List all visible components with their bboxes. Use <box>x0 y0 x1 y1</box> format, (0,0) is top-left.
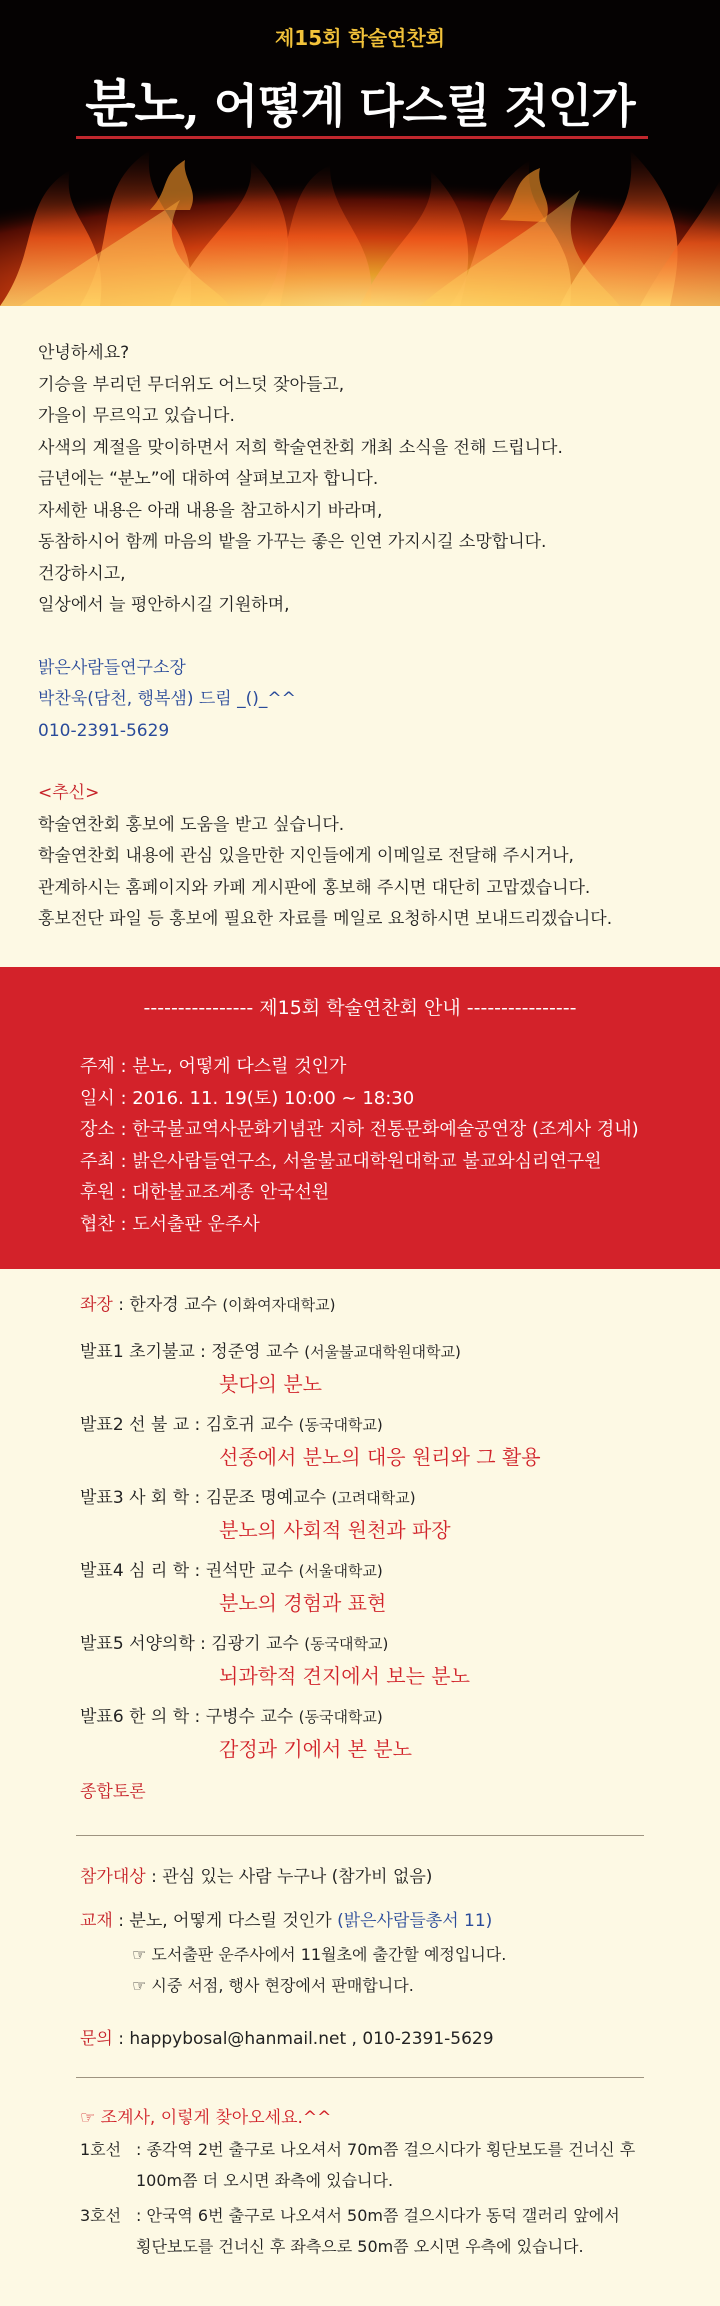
talk-speaker: 김문조 명예교수 <box>205 1488 332 1508</box>
postscript-line: 홍보전단 파일 등 홍보에 필요한 자료를 메일로 요청하시면 보내드리겠습니다. <box>38 909 613 929</box>
talk-row <box>80 1629 388 1654</box>
header-banner <box>0 0 720 306</box>
contact-row <box>80 2024 494 2049</box>
event-info-list <box>80 1051 639 1240</box>
talk-label: 발표4 심 리 학 : <box>80 1561 206 1581</box>
event-info-heading: ---------------- 제15회 학술연찬회 안내 ---------------- <box>143 997 577 1019</box>
title-underline <box>76 136 648 139</box>
event-sponsor: 후원 : 대한불교조계종 안국선원 <box>80 1182 330 1203</box>
event-title-rest: , 어떻게 다스릴 것인가 <box>183 79 635 133</box>
talk-row <box>80 1702 383 1727</box>
event-date: 일시 : 2016. 11. 19(토) 10:00 ~ 18:30 <box>80 1087 415 1109</box>
chair-label: 좌장 <box>80 1295 113 1315</box>
textbook-text: : 분노, 어떻게 다스릴 것인가 <box>112 1911 338 1931</box>
event-title-strong: 분노 <box>85 75 184 135</box>
talk-row <box>80 1337 461 1362</box>
chair-affiliation: (이화여자대학교) <box>222 1296 336 1314</box>
textbook-label: 교재 <box>80 1911 113 1931</box>
intro-line: 자세한 내용은 아래 내용을 참고하시기 바라며, <box>38 500 383 521</box>
event-cosponsor: 협찬 : 도서출판 운주사 <box>80 1213 260 1235</box>
talk-row <box>80 1556 383 1581</box>
talk-label: 발표1 초기불교 : <box>80 1342 212 1362</box>
talk-label: 발표6 한 의 학 : <box>80 1707 206 1727</box>
divider <box>76 2077 644 2078</box>
talk-label: 발표5 서양의학 : <box>80 1634 212 1654</box>
intro-line: 사색의 계절을 맞이하면서 저희 학술연찬회 개최 소식을 전해 드립니다. <box>38 437 563 458</box>
talk-affiliation: (서울불교대학원대학교) <box>304 1343 461 1361</box>
directions-heading: ☞ 조계사, 이렇게 찾아오세요.^^ <box>80 2108 332 2128</box>
directions-line3 <box>80 2200 620 2262</box>
talk-affiliation: (동국대학교) <box>298 1416 383 1434</box>
talk-title: 분노의 사회적 원천과 파장 <box>219 1518 451 1542</box>
target-row <box>80 1862 432 1887</box>
intro-line: 일상에서 늘 평안하시길 기원하며, <box>38 595 290 615</box>
intro-line: 안녕하세요? <box>38 343 130 363</box>
textbook-note: ☞ 시중 서점, 행사 현장에서 판매합니다. <box>132 1976 414 1995</box>
signature-name: 박찬욱(담천, 행복샘) 드림 _()_^^ <box>38 689 296 709</box>
contact-text[interactable]: : happybosal@hanmail.net , 010-2391-5629 <box>112 2029 494 2049</box>
directions-line1 <box>80 2134 635 2196</box>
event-title <box>0 62 720 137</box>
line3-label: 3호선 <box>80 2206 122 2225</box>
talk-speaker: 김광기 교수 <box>211 1634 305 1654</box>
event-host: 주최 : 밝은사람들연구소, 서울불교대학원대학교 불교와심리연구원 <box>80 1150 602 1172</box>
chair-row <box>80 1290 335 1315</box>
contact-label: 문의 <box>80 2029 113 2049</box>
textbook-series: (밝은사람들총서 11) <box>337 1911 493 1931</box>
line1-text-cont: 100m쯤 더 오시면 좌측에 있습니다. <box>136 2171 394 2190</box>
talk-row <box>80 1410 383 1435</box>
talk-speaker: 김호귀 교수 <box>205 1415 299 1435</box>
talk-title: 붓다의 분노 <box>219 1372 322 1396</box>
target-text: : 관심 있는 사람 누구나 (참가비 없음) <box>145 1867 433 1887</box>
talk-label: 발표3 사 회 학 : <box>80 1488 206 1508</box>
talk-title: 분노의 경험과 표현 <box>219 1591 387 1615</box>
talk-label: 발표2 선 불 교 : <box>80 1415 206 1435</box>
talk-speaker: 권석만 교수 <box>205 1561 299 1581</box>
divider <box>76 1835 644 1836</box>
event-info-band <box>0 967 720 1269</box>
talk-affiliation: (고려대학교) <box>331 1489 416 1507</box>
intro-line: 동참하시어 함께 마음의 밭을 가꾸는 좋은 인연 가지시길 소망합니다. <box>38 532 547 552</box>
signature-org: 밝은사람들연구소장 <box>38 657 186 678</box>
talk-title: 뇌과학적 견지에서 보는 분노 <box>219 1664 470 1688</box>
line1-label: 1호선 <box>80 2140 122 2159</box>
line3-text-cont: 횡단보도를 건너신 후 좌측으로 50m쯤 오시면 우측에 있습니다. <box>136 2237 584 2256</box>
talk-speaker: 정준영 교수 <box>211 1342 305 1362</box>
talk-affiliation: (동국대학교) <box>298 1708 383 1726</box>
talk-title: 감정과 기에서 본 분노 <box>219 1737 412 1761</box>
textbook-row <box>80 1906 492 1931</box>
intro-line: 건강하시고, <box>38 563 126 584</box>
intro-line: 가을이 무르익고 있습니다. <box>38 406 235 426</box>
postscript-line: 관계하시는 홈페이지와 카페 게시판에 홍보해 주시면 대단히 고맙겠습니다. <box>38 877 591 898</box>
intro-letter <box>38 338 688 936</box>
closing-discussion: 종합토론 <box>80 1782 146 1802</box>
event-topic: 주제 : 분노, 어떻게 다스릴 것인가 <box>80 1056 347 1077</box>
textbook-note: ☞ 도서출판 운주사에서 11월초에 출간할 예정입니다. <box>132 1945 507 1964</box>
signature-phone[interactable]: 010-2391-5629 <box>38 720 170 741</box>
target-label: 참가대상 <box>80 1867 146 1887</box>
talk-speaker: 구병수 교수 <box>205 1707 299 1727</box>
event-venue: 장소 : 한국불교역사문화기념관 지하 전통문화예술공연장 (조계사 경내) <box>80 1119 639 1140</box>
line3-text: : 안국역 6번 출구로 나오셔서 50m쯤 걸으시다가 동덕 갤러리 앞에서 <box>136 2206 620 2225</box>
event-subtitle: 제15회 학술연찬회 <box>274 26 446 50</box>
intro-line: 금년에는 “분노”에 대하여 살펴보고자 합니다. <box>38 469 379 489</box>
talk-affiliation: (서울대학교) <box>298 1562 383 1580</box>
talk-affiliation: (동국대학교) <box>304 1635 389 1653</box>
intro-line: 기승을 부리던 무더위도 어느덧 잦아들고, <box>38 374 345 395</box>
postscript-line: 학술연찬회 내용에 관심 있을만한 지인들에게 이메일로 전달해 주시거나, <box>38 846 574 866</box>
talk-row <box>80 1483 416 1508</box>
postscript-label: <추신> <box>38 783 100 803</box>
postscript-line: 학술연찬회 홍보에 도움을 받고 싶습니다. <box>38 814 345 835</box>
line1-text: : 종각역 2번 출구로 나오셔서 70m쯤 걸으시다가 횡단보도를 건너신 후 <box>136 2140 636 2159</box>
talk-title: 선종에서 분노의 대응 원리와 그 활용 <box>219 1445 541 1469</box>
chair-name: : 한자경 교수 <box>112 1295 223 1315</box>
